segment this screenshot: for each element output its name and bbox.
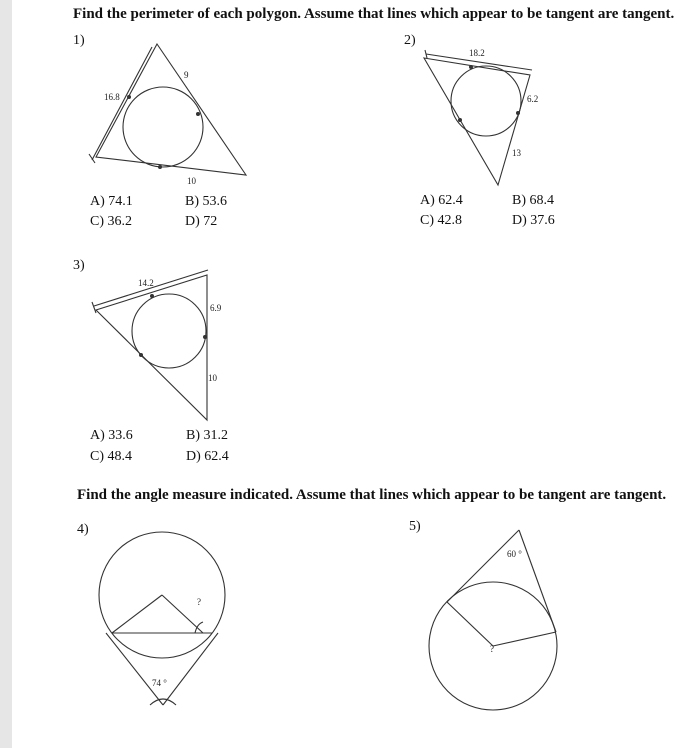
p3-choice-a: A) 33.6 [90,428,133,443]
p1-choice-c: C) 36.2 [90,214,132,229]
p1-label-10: 10 [187,176,196,186]
problem-5-figure [429,530,557,710]
p1-inscribed-circle [123,87,203,167]
p3-choice-b: B) 31.2 [186,428,228,443]
angle-instruction: Find the angle measure indicated. Assume that lines which appear to be tangent are tangent. [77,487,667,503]
p2-choice-d: D) 37.6 [512,213,555,228]
p4-label-unknown: ? [197,597,201,607]
problem-3-figure [92,270,208,420]
problem-5-number: 5) [409,519,421,534]
p2-label-13: 13 [512,148,521,158]
problem-2-number: 2) [404,33,416,48]
p3-label-14-2: 14.2 [138,278,154,288]
p3-label-6-9: 6.9 [210,303,222,313]
p5-radius [447,602,493,646]
p3-choice-d: D) 62.4 [186,449,229,464]
p3-dim-tick [92,302,96,313]
p5-tangent [447,530,519,602]
p1-tangent-point [196,112,200,116]
perimeter-instruction: Find the perimeter of each polygon. Assume that lines which appear to be tangent are tangent. [73,6,675,22]
p2-tangent-point [516,111,520,115]
p1-tangent-point [158,165,162,169]
p3-label-10: 10 [208,373,217,383]
p1-label-9: 9 [184,70,189,80]
p2-choice-c: C) 42.8 [420,213,462,228]
p5-radius [493,632,556,646]
p1-choice-a: A) 74.1 [90,194,133,209]
p2-label-6-2: 6.2 [527,94,539,104]
p2-tangent-point [469,65,473,69]
problem-4-number: 4) [77,522,89,537]
p5-label-60: 60 ° [507,549,522,559]
p2-label-18-2: 18.2 [469,48,485,58]
p3-tangent-point [203,335,207,339]
p1-choice-b: B) 53.6 [185,194,227,209]
p4-tangent [106,633,163,705]
p3-choice-c: C) 48.4 [90,449,132,464]
p4-radius [112,595,162,633]
p3-tangent-point [139,353,143,357]
p2-choice-b: B) 68.4 [512,193,554,208]
problem-1-number: 1) [73,33,85,48]
p3-tangent-point [150,294,154,298]
problem-3-number: 3) [73,258,85,273]
problem-1-figure [89,44,246,175]
p1-tangent-point [127,95,131,99]
p2-choice-a: A) 62.4 [420,193,463,208]
p1-choice-d: D) 72 [185,214,218,229]
p5-label-unknown: ? [490,644,494,654]
p4-tangent [163,633,218,705]
p2-tangent-point [458,118,462,122]
p3-inscribed-circle [132,294,206,368]
p2-inscribed-circle [451,66,521,136]
problem-2-figure [424,50,532,185]
p5-tangent [519,530,556,632]
p4-label-74: 74 ° [152,678,167,688]
p1-dimension-line [92,47,152,160]
p1-label-16-8: 16.8 [104,92,120,102]
